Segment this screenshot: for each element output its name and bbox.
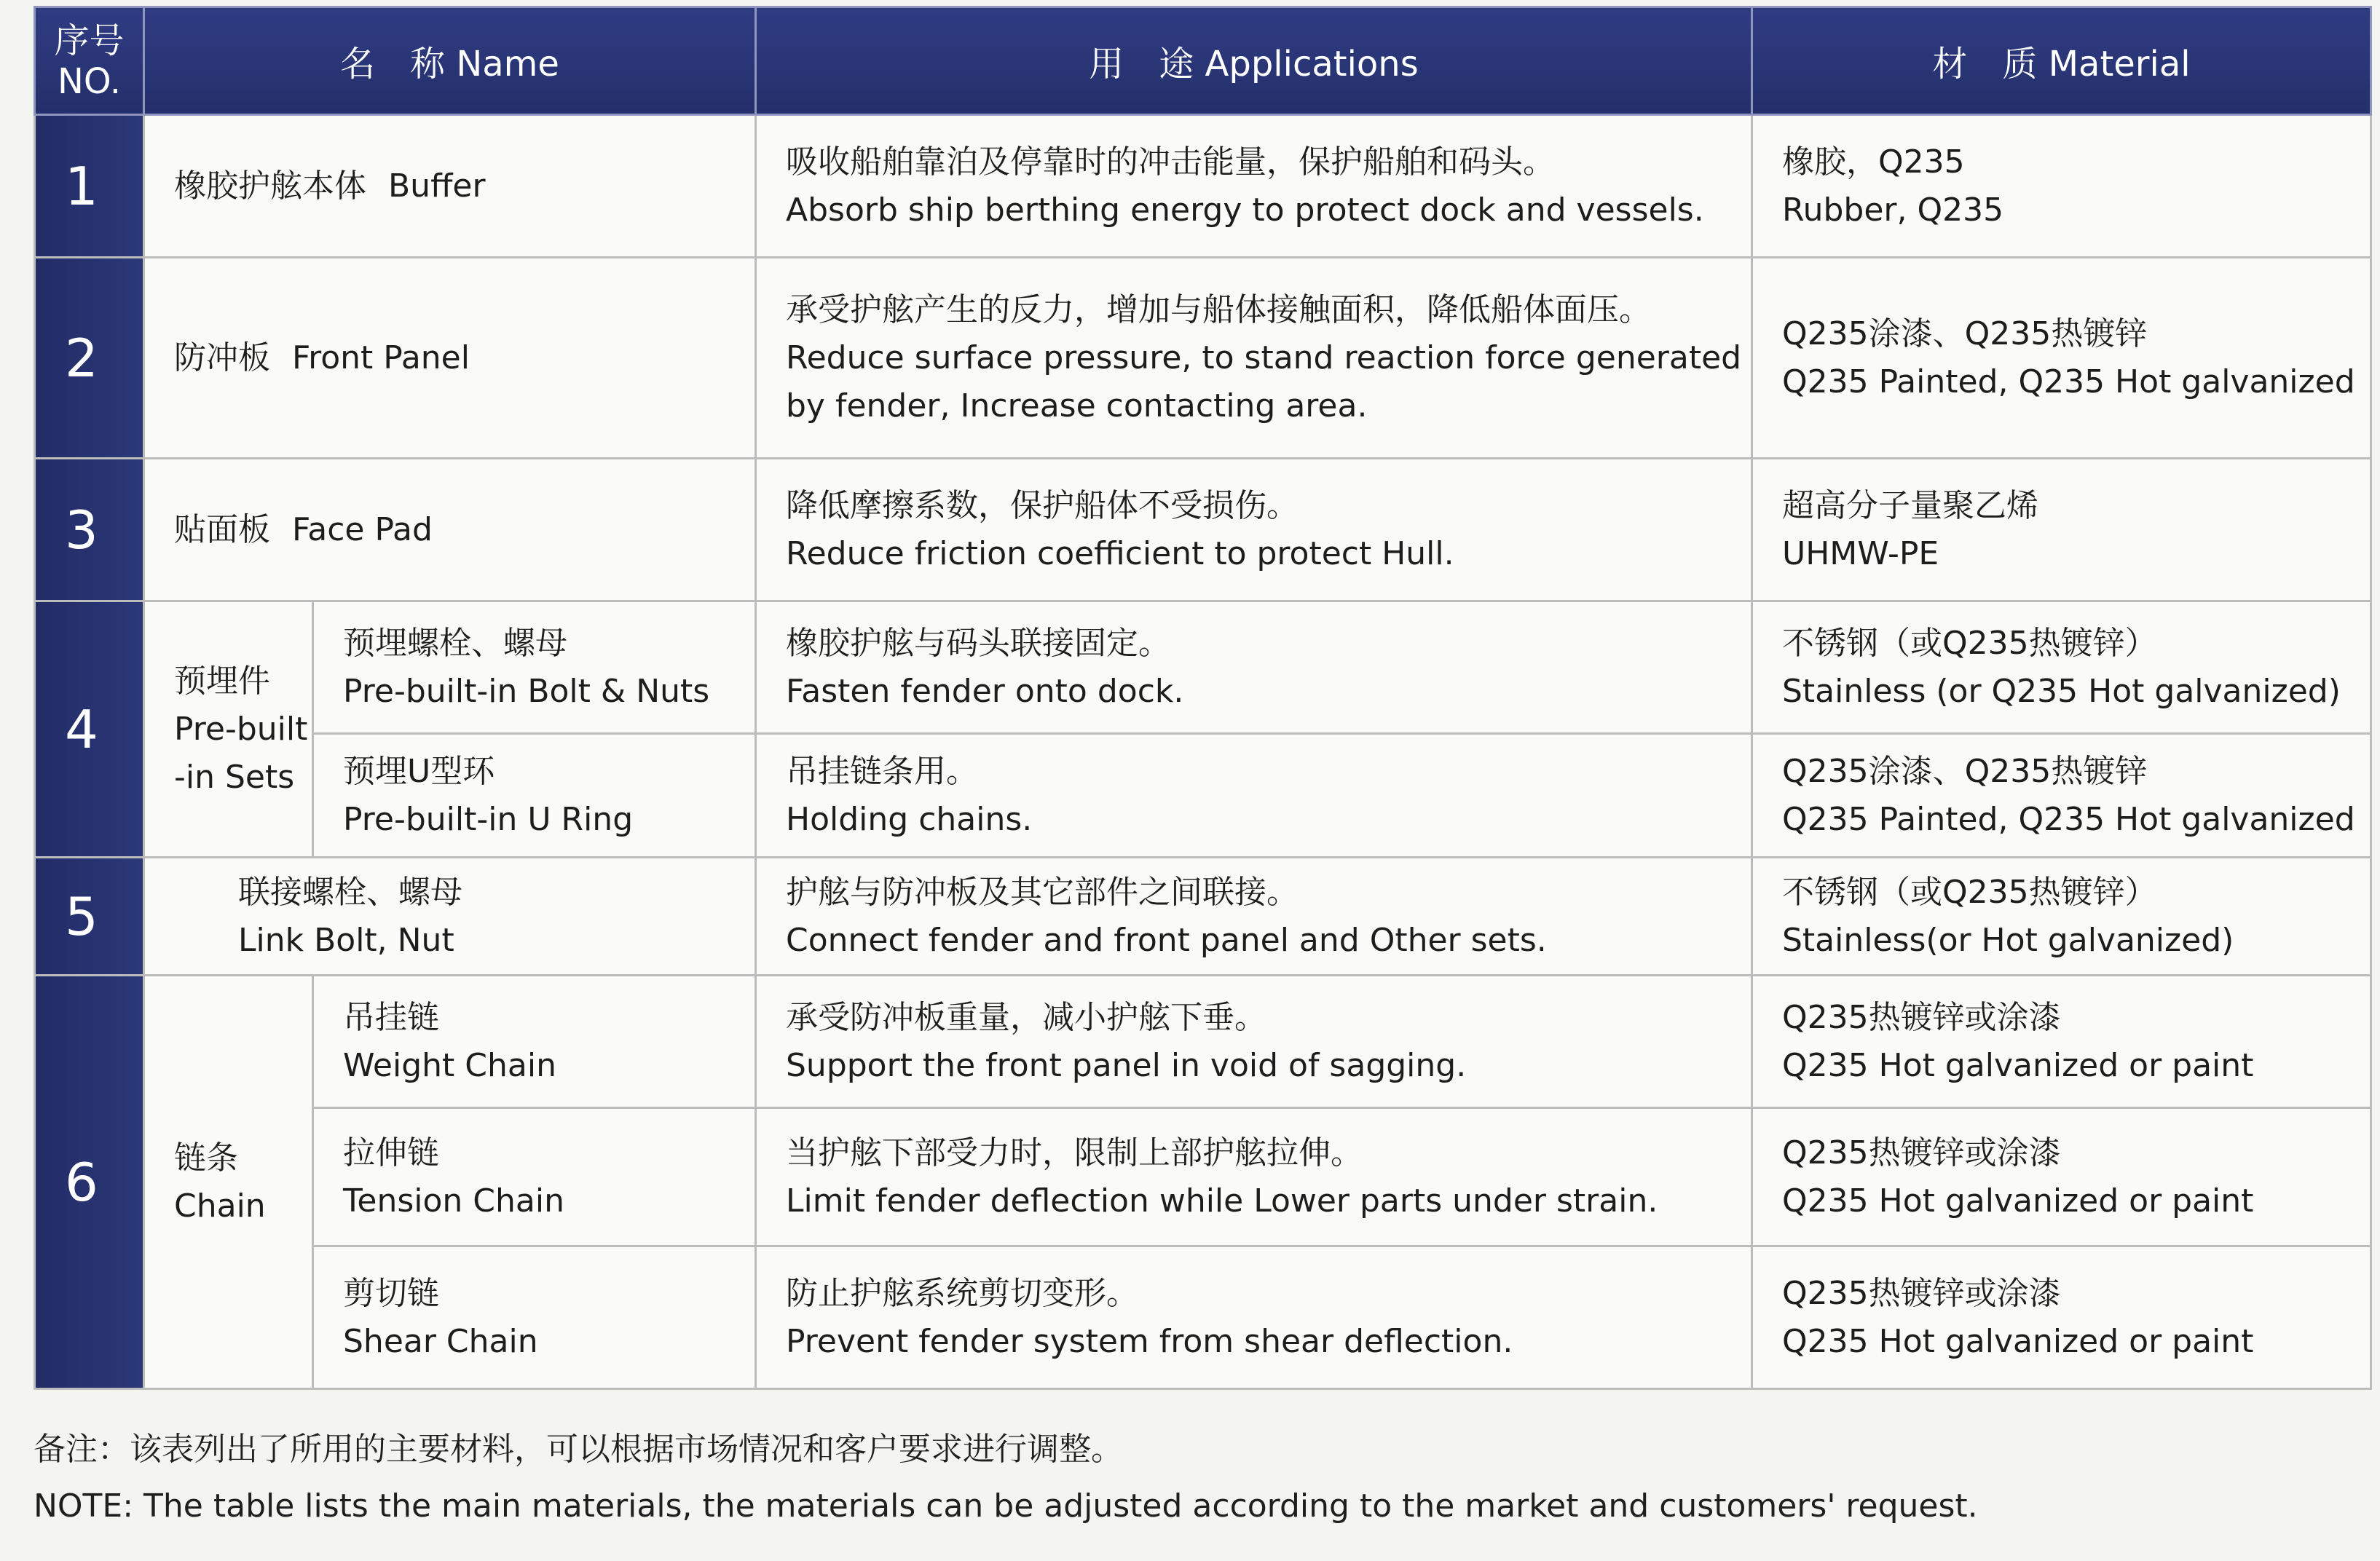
material-cell (1752, 601, 2371, 734)
material-zh: 不锈钢（或Q235热镀锌） (1782, 873, 2157, 911)
application-zh: 承受护舷产生的反力，增加与船体接触面积，降低船体面压。 (786, 291, 1651, 328)
name-en: Front Panel (292, 339, 470, 376)
material-zh: 超高分子量聚乙烯 (1782, 486, 2038, 524)
application-zh: 橡胶护舷与码头联接固定。 (786, 624, 1170, 662)
row-number: 6 (35, 976, 144, 1389)
name-en: Buffer (388, 167, 486, 205)
material-en: UHMW-PE (1782, 534, 1939, 572)
name-zh: 吊挂链 (343, 998, 439, 1036)
application-en: Fasten fender onto dock. (786, 672, 1184, 710)
table-header-row (35, 7, 2371, 115)
row-number: 3 (35, 459, 144, 601)
name-cell (313, 734, 756, 858)
name-cell (313, 1108, 756, 1246)
material-en: Stainless(or Hot galvanized) (1782, 921, 2234, 959)
table-row (35, 858, 2371, 976)
row-number: 5 (35, 858, 144, 976)
group-label: 链条 Chain (144, 976, 313, 1389)
group-label: 预埋件 Pre-built -in Sets (144, 601, 313, 858)
table-row (35, 459, 2371, 601)
table-row (35, 1246, 2371, 1389)
application-en: Support the front panel in void of sagging. (786, 1046, 1467, 1084)
material-cell (1752, 734, 2371, 858)
application-zh: 护舷与防冲板及其它部件之间联接。 (786, 873, 1299, 911)
name-cell (313, 1246, 756, 1389)
name-zh: 预埋螺栓、螺母 (343, 624, 567, 662)
material-zh: 橡胶，Q235 (1782, 143, 1965, 181)
material-cell (1752, 1108, 2371, 1246)
applications-cell (756, 734, 1752, 858)
material-cell (1752, 1246, 2371, 1389)
material-cell (1752, 976, 2371, 1108)
application-en: Absorb ship berthing energy to protect dock and vessels. (786, 191, 1704, 229)
name-en: Pre-built-in Bolt & Nuts (343, 672, 710, 710)
header-name: 名 称 Name (144, 7, 756, 115)
material-en: Q235 Hot galvanized or paint (1782, 1046, 2254, 1084)
name-cell (144, 258, 756, 459)
applications-cell (756, 858, 1752, 976)
name-cell (144, 115, 756, 258)
material-cell (1752, 115, 2371, 258)
table-row (35, 734, 2371, 858)
application-zh: 当护舷下部受力时，限制上部护舷拉伸。 (786, 1134, 1363, 1171)
name-zh: 防冲板 (174, 339, 270, 376)
applications-cell (756, 601, 1752, 734)
table-row (35, 601, 2371, 734)
applications-cell (756, 115, 1752, 258)
name-cell (313, 601, 756, 734)
applications-cell (756, 258, 1752, 459)
material-en: Q235 Hot galvanized or paint (1782, 1182, 2254, 1220)
material-zh: Q235热镀锌或涂漆 (1782, 998, 2061, 1036)
materials-table (34, 6, 2372, 1390)
material-cell (1752, 258, 2371, 459)
header-material: 材 质 Material (1752, 7, 2371, 115)
application-zh: 吸收船舶靠泊及停靠时的冲击能量，保护船舶和码头。 (786, 143, 1555, 181)
material-zh: Q235热镀锌或涂漆 (1782, 1134, 2061, 1171)
name-cell (144, 858, 756, 976)
footnote (34, 1421, 2335, 1535)
header-no: 序号 NO. (35, 7, 144, 115)
row-number: 1 (35, 115, 144, 258)
name-zh: 橡胶护舷本体 (174, 167, 366, 205)
table-row (35, 1108, 2371, 1246)
applications-cell (756, 976, 1752, 1108)
name-zh: 贴面板 (174, 510, 270, 548)
material-cell (1752, 858, 2371, 976)
name-zh: 剪切链 (343, 1274, 439, 1312)
application-zh: 降低摩擦系数，保护船体不受损伤。 (786, 486, 1299, 524)
name-en: Link Bolt, Nut (238, 921, 454, 959)
material-zh: Q235涂漆、Q235热镀锌 (1782, 315, 2148, 352)
note-en: NOTE: The table lists the main materials, the materials can be adjusted according to the market and customers' request. (34, 1487, 1978, 1525)
row-number: 4 (35, 601, 144, 858)
application-zh: 防止护舷系统剪切变形。 (786, 1274, 1138, 1312)
application-en: Limit fender deflection while Lower parts under strain. (786, 1182, 1658, 1220)
application-en: Prevent fender system from shear deflection. (786, 1322, 1513, 1360)
applications-cell (756, 459, 1752, 601)
table-row (35, 258, 2371, 459)
name-cell (313, 976, 756, 1108)
note-zh: 备注：该表列出了所用的主要材料，可以根据市场情况和客户要求进行调整。 (34, 1431, 1123, 1468)
material-cell (1752, 459, 2371, 601)
name-en: Weight Chain (343, 1046, 556, 1084)
applications-cell (756, 1246, 1752, 1389)
application-zh: 承受防冲板重量，减小护舷下垂。 (786, 998, 1266, 1036)
name-en: Tension Chain (343, 1182, 564, 1220)
material-en: Q235 Painted, Q235 Hot galvanized (1782, 363, 2355, 400)
application-en: Reduce friction coefficient to protect Hull. (786, 534, 1454, 572)
header-applications: 用 途 Applications (756, 7, 1752, 115)
material-en: Rubber, Q235 (1782, 191, 2004, 229)
application-en: Reduce surface pressure, to stand reaction force generated by fender, Increase contacting area. (786, 339, 1742, 424)
material-zh: Q235热镀锌或涂漆 (1782, 1274, 2061, 1312)
material-en: Q235 Hot galvanized or paint (1782, 1322, 2254, 1360)
material-zh: 不锈钢（或Q235热镀锌） (1782, 624, 2157, 662)
material-zh: Q235涂漆、Q235热镀锌 (1782, 752, 2148, 790)
name-zh: 预埋U型环 (343, 752, 495, 790)
name-zh: 联接螺栓、螺母 (238, 873, 462, 911)
name-en: Face Pad (292, 510, 433, 548)
material-en: Stainless (or Q235 Hot galvanized) (1782, 672, 2341, 710)
name-en: Pre-built-in U Ring (343, 800, 634, 838)
application-zh: 吊挂链条用。 (786, 752, 978, 790)
name-cell (144, 459, 756, 601)
name-en: Shear Chain (343, 1322, 538, 1360)
applications-cell (756, 1108, 1752, 1246)
application-en: Connect fender and front panel and Other sets. (786, 921, 1547, 959)
material-en: Q235 Painted, Q235 Hot galvanized (1782, 800, 2355, 838)
table-row (35, 976, 2371, 1108)
application-en: Holding chains. (786, 800, 1033, 838)
row-number: 2 (35, 258, 144, 459)
name-zh: 拉伸链 (343, 1134, 439, 1171)
table-row (35, 115, 2371, 258)
